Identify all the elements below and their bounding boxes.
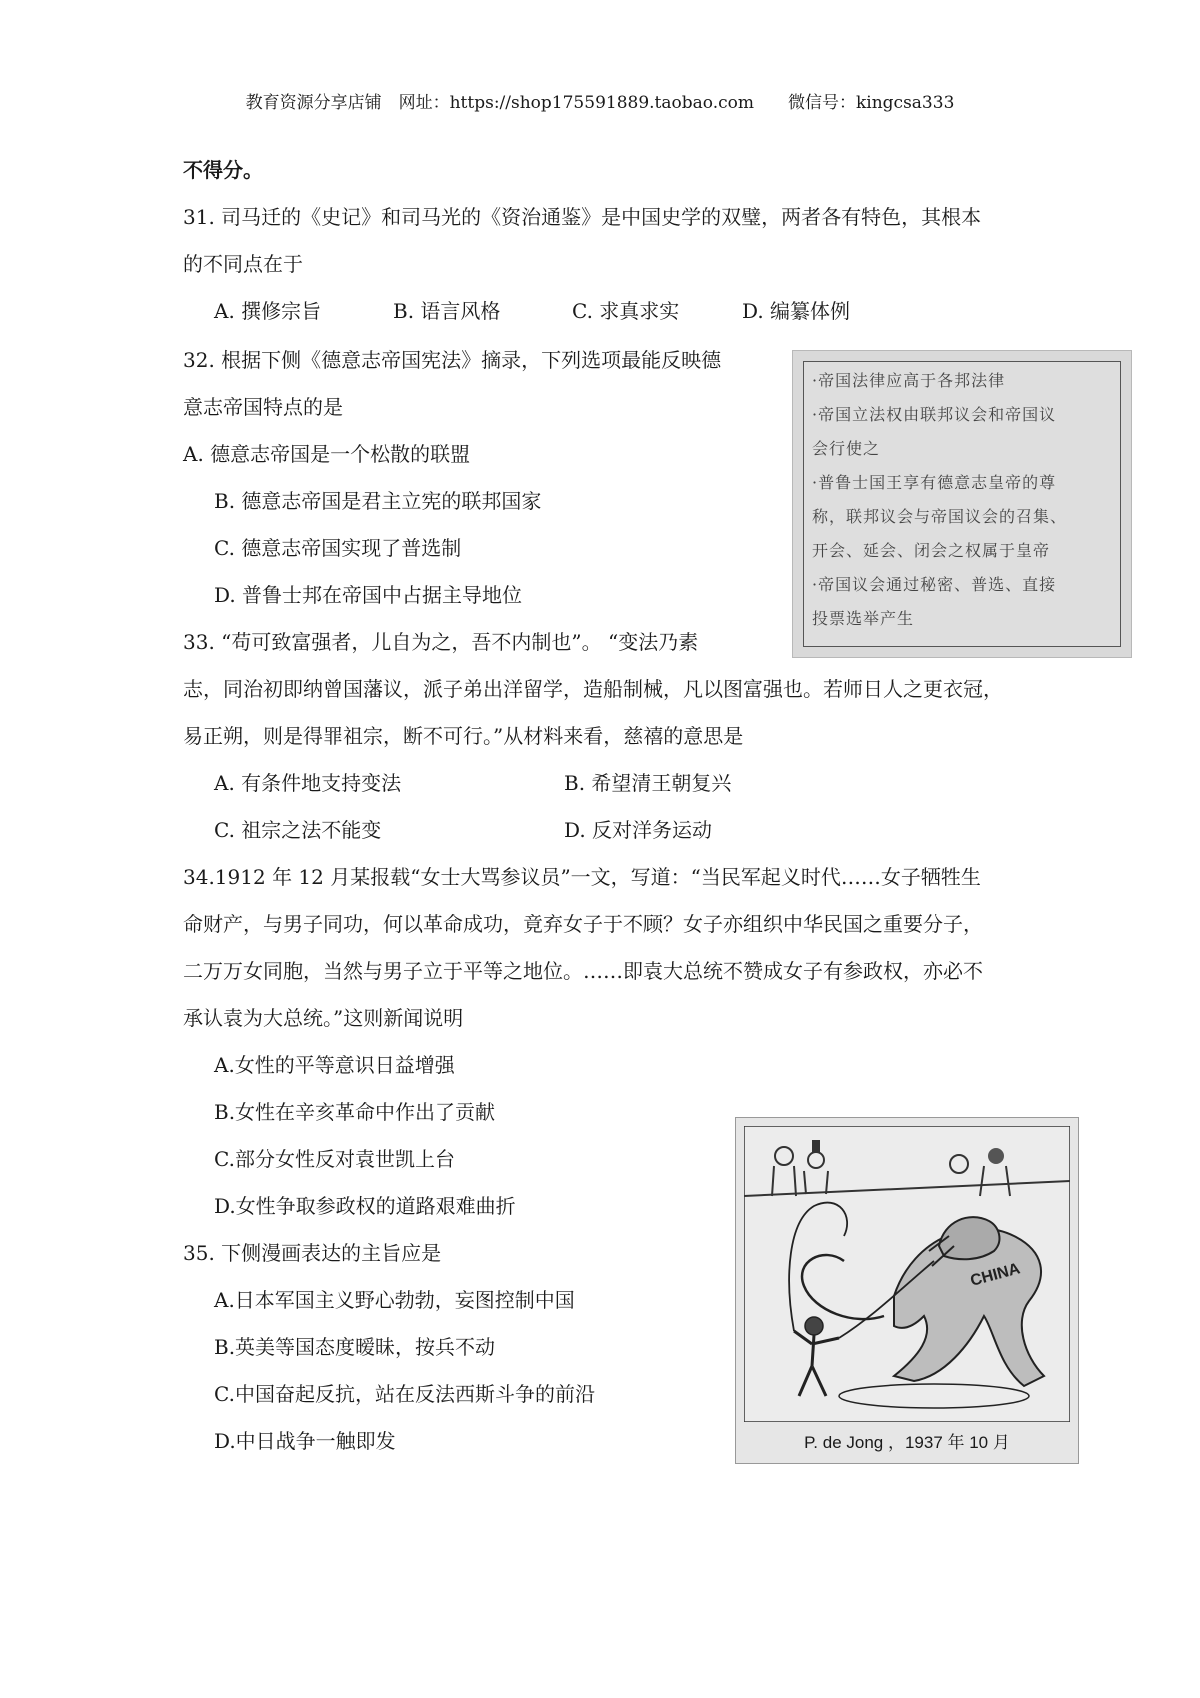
q32-option-c: C. 德意志帝国实现了普选制	[214, 536, 462, 560]
q35-option-b: B.英美等国态度暧昧，按兵不动	[214, 1335, 496, 1359]
q34-stem-line1: 34.1912 年 12 月某报载“女士大骂参议员”一文，写道：“当民军起义时代……女子牺牲生	[183, 865, 981, 889]
q31-stem-line2: 的不同点在于	[183, 252, 303, 276]
q31-stem-line1: 31. 司马迁的《史记》和司马光的《资治通鉴》是中国史学的双璧，两者各有特色，其根本	[183, 205, 982, 229]
q34-option-d: D.女性争取参政权的道路艰难曲折	[214, 1194, 516, 1218]
constitution-excerpt-image	[792, 350, 1132, 658]
page-header: 教育资源分享店铺 网址：https://shop175591889.taobao.com 微信号：kingcsa333	[245, 93, 955, 113]
q35-stem: 35. 下侧漫画表达的主旨应是	[183, 1241, 442, 1265]
q31-option-c: C. 求真求实	[572, 299, 680, 323]
cartoon-china-label: CHINA	[968, 1260, 1022, 1290]
q33-option-b: B. 希望清王朝复兴	[564, 771, 732, 795]
q32-stem-line1: 32. 根据下侧《德意志帝国宪法》摘录，下列选项最能反映德	[183, 348, 722, 372]
q34-option-b: B.女性在辛亥革命中作出了贡献	[214, 1100, 496, 1124]
q32-option-a: A. 德意志帝国是一个松散的联盟	[183, 442, 471, 466]
q31-option-a: A. 撰修宗旨	[214, 299, 322, 323]
excerpt-line: ·普鲁士国王享有德意志皇帝的尊	[812, 473, 1057, 492]
q31-option-d: D. 编纂体例	[742, 299, 851, 323]
q34-stem-line2: 命财产，与男子同功，何以革命成功，竟弃女子于不顾？女子亦组织中华民国之重要分子，	[183, 912, 983, 936]
q34-option-c: C.部分女性反对袁世凯上台	[214, 1147, 455, 1171]
q35-option-d: D.中日战争一触即发	[214, 1429, 396, 1453]
q32-option-d: D. 普鲁士邦在帝国中占据主导地位	[214, 583, 523, 607]
q33-option-c: C. 祖宗之法不能变	[214, 818, 382, 842]
q31-option-b: B. 语言风格	[393, 299, 501, 323]
q32-stem-line2: 意志帝国特点的是	[183, 395, 343, 419]
political-cartoon-image	[735, 1117, 1079, 1464]
excerpt-line: ·帝国议会通过秘密、普选、直接	[812, 575, 1057, 594]
excerpt-line: ·帝国法律应高于各邦法律	[812, 371, 1006, 390]
lead-text: 不得分。	[183, 158, 263, 182]
q33-stem-line2: 志，同治初即纳曾国藩议，派子弟出洋留学，造船制械，凡以图富强也。若师日人之更衣冠，	[183, 677, 1003, 701]
q34-stem-line4: 承认袁为大总统。”这则新闻说明	[183, 1006, 464, 1030]
q35-option-c: C.中国奋起反抗，站在反法西斯斗争的前沿	[214, 1382, 595, 1406]
q33-option-d: D. 反对洋务运动	[564, 818, 713, 842]
q32-option-b: B. 德意志帝国是君主立宪的联邦国家	[214, 489, 542, 513]
excerpt-line: 称，联邦议会与帝国议会的召集、	[812, 507, 1068, 526]
excerpt-line: 投票选举产生	[812, 609, 915, 628]
q33-option-a: A. 有条件地支持变法	[214, 771, 402, 795]
q34-option-a: A.女性的平等意识日益增强	[214, 1053, 455, 1077]
excerpt-line: 会行使之	[812, 439, 881, 458]
q33-stem-line3: 易正朔，则是得罪祖宗，断不可行。”从材料来看，慈禧的意思是	[183, 724, 744, 748]
q35-option-a: A.日本军国主义野心勃勃，妄图控制中国	[214, 1288, 575, 1312]
excerpt-line: 开会、延会、闭会之权属于皇帝	[812, 541, 1051, 560]
excerpt-line: ·帝国立法权由联邦议会和帝国议	[812, 405, 1057, 424]
q33-stem-line1: 33. “苟可致富强者，儿自为之，吾不内制也”。 “变法乃素	[183, 630, 699, 654]
cartoon-drawing	[744, 1126, 1070, 1422]
cartoon-caption: P. de Jong ，1937 年 10 月	[804, 1433, 1010, 1452]
q34-stem-line3: 二万万女同胞，当然与男子立于平等之地位。……即袁大总统不赞成女子有参政权，亦必不	[183, 959, 983, 983]
